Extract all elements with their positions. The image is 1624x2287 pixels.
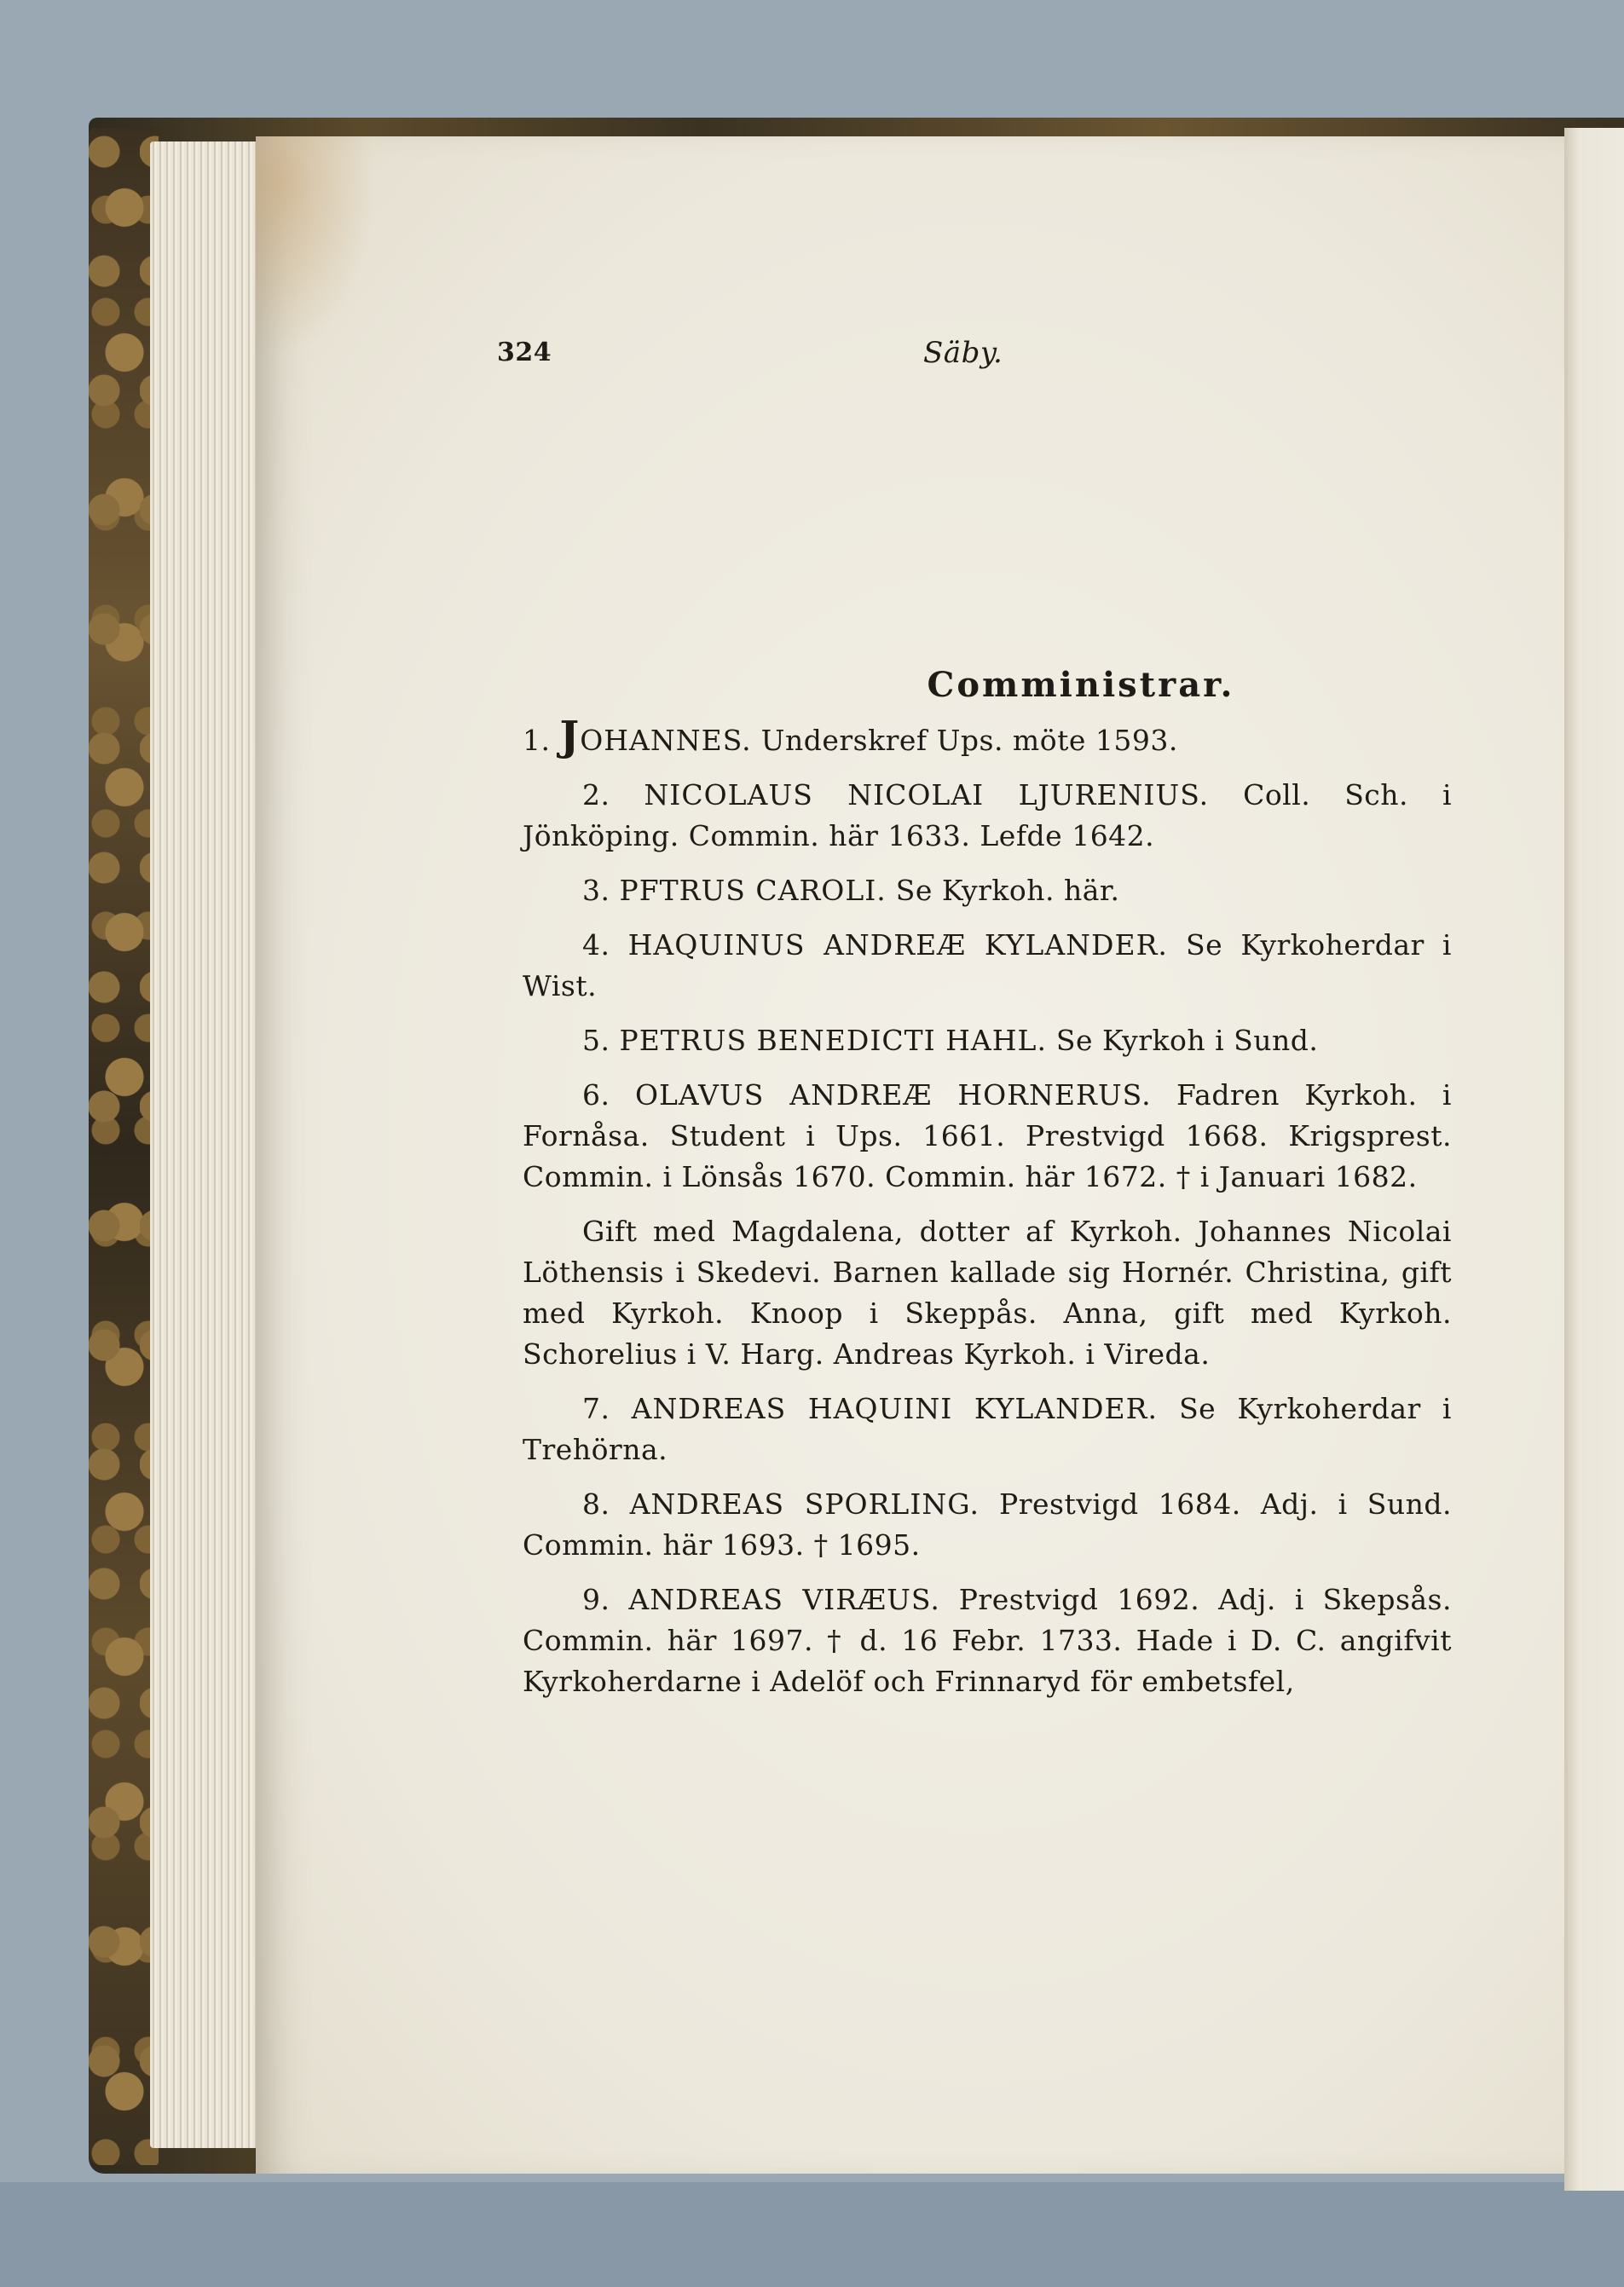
entry-9 bbox=[523, 1580, 1452, 1702]
entry-number: 8. bbox=[582, 1487, 610, 1521]
entry-text: Prestvigd 1684. Adj. i Sund. Commin. här 1693. † 1695. bbox=[523, 1487, 1452, 1562]
entry-number: 5. bbox=[582, 1024, 610, 1057]
entry-name: ANDREAS SPORLING. bbox=[629, 1487, 980, 1521]
entry-6 bbox=[523, 1075, 1452, 1198]
entry-text: Coll. Sch. i Jönköping. Commin. här 1633. Lefde 1642. bbox=[523, 778, 1452, 852]
entry-text: Prestvigd 1692. Adj. i Skepsås. Commin. här 1697. † d. 16 Febr. 1733. Hade i D. C. angifvit Kyrkoherdarne i Adelöf och Frinnaryd för embetsfel, bbox=[523, 1583, 1452, 1698]
page-text bbox=[497, 332, 1452, 1716]
marbled-cover-edge bbox=[89, 128, 159, 2165]
entry-number: 3. bbox=[582, 874, 610, 907]
page-number: 324 bbox=[497, 338, 552, 367]
page-header bbox=[497, 332, 1452, 384]
entry-name: ANDREAS HAQUINI KYLANDER. bbox=[631, 1392, 1158, 1425]
entry-2 bbox=[523, 775, 1452, 857]
entry-number: 2. bbox=[582, 778, 610, 811]
entry-text: Underskref Ups. möte 1593. bbox=[751, 724, 1178, 757]
entry-text: Se Kyrkoherdar i Trehörna. bbox=[523, 1392, 1452, 1466]
entry-name bbox=[559, 713, 752, 760]
entry-name: PETRUS BENEDICTI HAHL. bbox=[619, 1024, 1047, 1057]
entry-1 bbox=[523, 713, 1452, 761]
entry-name: HAQUINUS ANDREÆ KYLANDER. bbox=[627, 928, 1168, 962]
entry-text: Se Kyrkoh. här. bbox=[886, 874, 1120, 907]
entry-name: PFTRUS CAROLI. bbox=[619, 874, 887, 907]
entry-4 bbox=[523, 925, 1452, 1007]
entry-text: Fadren Kyrkoh. i Fornåsa. Student i Ups. 1661. Prestvigd 1668. Krigsprest. Commin. i Lönsås 1670. Commin. här 1672. † i Januari 1682. bbox=[523, 1078, 1452, 1193]
entry-number: 7. bbox=[582, 1392, 610, 1425]
entry-8 bbox=[523, 1484, 1452, 1566]
section-title: Comministrar. bbox=[927, 665, 1235, 705]
entry-name: OLAVUS ANDREÆ HORNERUS. bbox=[634, 1078, 1152, 1112]
entry-number: 6. bbox=[582, 1078, 610, 1112]
entry-name: NICOLAUS NICOLAI LJURENIUS. bbox=[644, 778, 1210, 811]
entry-number: 4. bbox=[582, 928, 610, 962]
running-head: Säby. bbox=[923, 336, 1003, 370]
entry-name: ANDREAS VIRÆUS. bbox=[628, 1583, 940, 1616]
entry-7 bbox=[523, 1389, 1452, 1470]
backdrop bbox=[0, 2182, 1624, 2287]
entry-text: Se Kyrkoherdar i Wist. bbox=[523, 928, 1452, 1002]
entry-number: 9. bbox=[582, 1583, 610, 1616]
entry-name-rest: OHANNES. bbox=[580, 724, 752, 757]
entry-6-family bbox=[523, 1211, 1452, 1375]
entry-5 bbox=[523, 1020, 1452, 1061]
entry-number: 1. bbox=[523, 724, 551, 757]
entry-3 bbox=[523, 870, 1452, 911]
entry-text: Gift med Magdalena, dotter af Kyrkoh. Johannes Nicolai Löthensis i Skedevi. Barnen kallade sig Hornér. Christina, gift med Kyrkoh. Knoop i Skeppås. Anna, gift med Kyrkoh. Schorelius i V. Harg. Andreas Kyrkoh. i Vireda. bbox=[523, 1215, 1452, 1371]
facing-page-edge bbox=[1564, 128, 1624, 2191]
entry-name-initial: J bbox=[559, 713, 581, 760]
entry-text: Se Kyrkoh i Sund. bbox=[1046, 1024, 1319, 1057]
